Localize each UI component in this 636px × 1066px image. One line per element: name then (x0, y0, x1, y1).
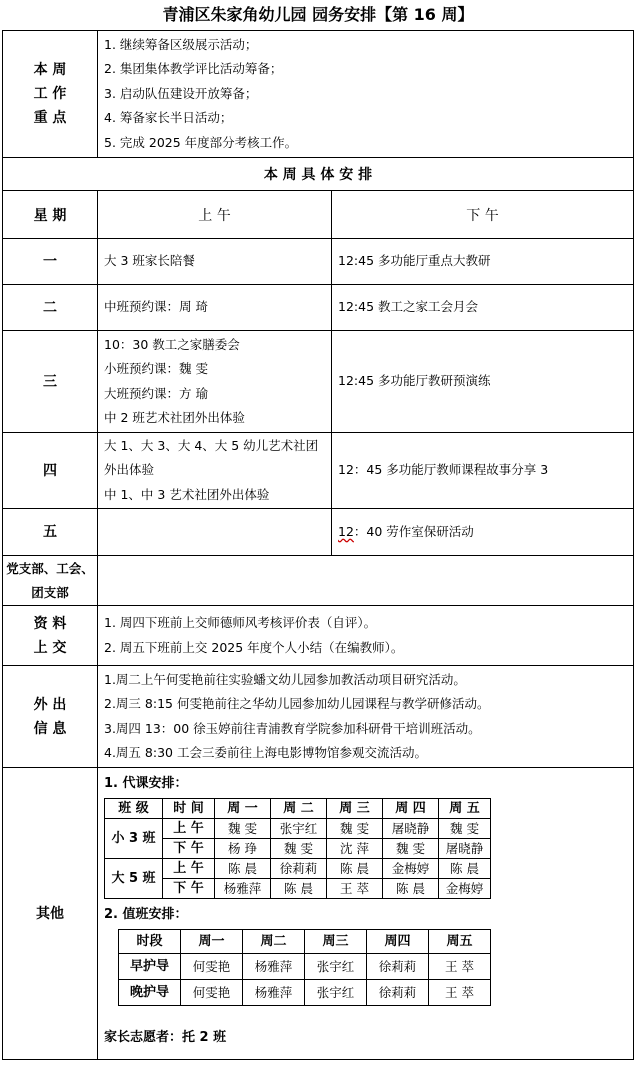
table-cell: 金梅婷 (383, 859, 439, 879)
table-row (3, 239, 634, 285)
day-label: 三 (3, 331, 98, 433)
am-item: 大 3 班家长陪餐 (104, 253, 195, 269)
table-cell: 沈 萍 (327, 839, 383, 859)
list-item: 1. 继续筹备区级展示活动； (104, 36, 258, 52)
list-item: 5. 完成 2025 年度部分考核工作。 (104, 134, 298, 150)
table-header: 周四 (367, 930, 429, 954)
table-header: 周 四 (383, 799, 439, 819)
duty-table (118, 929, 491, 1006)
table-cell: 魏 雯 (327, 819, 383, 839)
table-cell: 徐莉莉 (271, 859, 327, 879)
focus-row (3, 31, 634, 158)
row-label: 晚护导 (119, 980, 181, 1006)
day-label: 五 (3, 509, 98, 556)
list-item: 4. 筹备家长半日活动； (104, 110, 233, 126)
list-item: 2. 周五下班前上交 2025 年度个人小结（在编教师）。 (104, 639, 404, 655)
table-cell: 杨雅萍 (243, 954, 305, 980)
table-header: 时段 (119, 930, 181, 954)
materials-label: 资 料 上 交 (3, 606, 98, 666)
party-row (3, 556, 634, 606)
col-am-header: 上 午 (98, 191, 332, 239)
table-header: 周五 (429, 930, 491, 954)
class-cell: 小 3 班 (105, 819, 163, 859)
table-cell: 陈 晨 (439, 859, 491, 879)
list-item: 2. 集团集体教学评比活动筹备； (104, 61, 283, 77)
table-row (3, 509, 634, 556)
table-header: 周 五 (439, 799, 491, 819)
time-cell: 下 午 (163, 839, 215, 859)
table-cell: 陈 晨 (383, 879, 439, 899)
pm-item: 12:45 多功能厅教研预演练 (338, 373, 491, 389)
am-item: 外出体验 (104, 462, 155, 478)
table-cell: 陈 晨 (327, 859, 383, 879)
table-row (3, 285, 634, 331)
other-label: 其他 (3, 768, 98, 1060)
day-label: 一 (3, 239, 98, 285)
pm-item: 12：45 多功能厅教师课程故事分享 3 (338, 462, 549, 478)
table-cell: 张宇红 (305, 980, 367, 1006)
table-cell: 屠晓静 (383, 819, 439, 839)
table-cell: 杨雅萍 (243, 980, 305, 1006)
am-item: 大班预约课：方 瑜 (104, 385, 208, 401)
substitute-table (104, 798, 491, 899)
table-header: 周一 (181, 930, 243, 954)
table-cell: 何雯艳 (181, 980, 243, 1006)
table-cell: 何雯艳 (181, 954, 243, 980)
am-item: 中 2 班艺术社团外出体验 (104, 410, 245, 425)
volunteer-note: 家长志愿者：托 2 班 (104, 1030, 227, 1045)
table-cell: 杨雅萍 (215, 879, 271, 899)
table-cell: 王 萃 (429, 980, 491, 1006)
col-day-header: 星 期 (3, 191, 98, 239)
table-row (3, 331, 634, 433)
col-pm-header: 下 午 (332, 191, 634, 239)
list-item: 4.周五 8:30 工会三委前往上海电影博物馆参观交流活动。 (104, 745, 427, 760)
duty-title: 2. 值班安排： (104, 907, 188, 922)
table-cell: 魏 雯 (439, 819, 491, 839)
table-header: 周三 (305, 930, 367, 954)
am-item: 10：30 教工之家膳委会 (104, 336, 240, 352)
time-cell: 上 午 (163, 819, 215, 839)
pm-item: 12:45 教工之家工会月会 (338, 299, 478, 315)
table-cell: 陈 晨 (271, 879, 327, 899)
table-header: 周 三 (327, 799, 383, 819)
section-title: 本 周 具 体 安 排 (3, 158, 634, 191)
substitute-title: 1. 代课安排： (104, 776, 188, 791)
table-cell: 魏 雯 (271, 839, 327, 859)
table-row (3, 433, 634, 509)
table-cell: 杨 琤 (215, 839, 271, 859)
pm-item: 12：40 劳作室保研活动 (338, 523, 474, 539)
table-header: 周 二 (271, 799, 327, 819)
list-item: 2.周三 8:15 何雯艳前往之华幼儿园参加幼儿园课程与教学研修活动。 (104, 696, 490, 711)
am-item: 中 1、中 3 艺术社团外出体验 (104, 486, 270, 502)
day-label: 四 (3, 433, 98, 509)
list-item: 1. 周四下班前上交师德师风考核评价表（自评）。 (104, 615, 377, 630)
outings-row (3, 666, 634, 768)
focus-list (98, 31, 634, 158)
am-item: 中班预约课：周 琦 (104, 299, 208, 315)
materials-row (3, 606, 634, 666)
list-item: 3. 启动队伍建设开放筹备； (104, 85, 258, 101)
table-cell: 陈 晨 (215, 859, 271, 879)
table-header: 周 一 (215, 799, 271, 819)
day-label: 二 (3, 285, 98, 331)
table-cell: 魏 雯 (215, 819, 271, 839)
page-title: 青浦区朱家角幼儿园 园务安排【第 16 周】 (162, 5, 474, 24)
table-header: 周二 (243, 930, 305, 954)
time-cell: 上 午 (163, 859, 215, 879)
am-item: 大 1、大 3、大 4、大 5 幼儿艺术社团 (104, 437, 319, 453)
list-item: 1.周二上午何雯艳前往实验蟠文幼儿园参加教活动项目研究活动。 (104, 671, 466, 687)
table-cell: 张宇红 (305, 954, 367, 980)
table-cell: 徐莉莉 (367, 980, 429, 1006)
table-cell: 魏 雯 (383, 839, 439, 859)
am-item: 小班预约课：魏 雯 (104, 361, 208, 376)
table-header: 班 级 (105, 799, 163, 819)
party-label: 党支部、工会、 团支部 (3, 556, 98, 606)
table-cell: 金梅婷 (439, 879, 491, 899)
focus-label: 本 周 工 作 重 点 (3, 31, 98, 158)
table-cell: 屠晓静 (439, 839, 491, 859)
table-cell: 王 萃 (429, 954, 491, 980)
table-cell: 徐莉莉 (367, 954, 429, 980)
table-cell: 张宇红 (271, 819, 327, 839)
outings-label: 外 出 信 息 (3, 666, 98, 768)
time-cell: 下 午 (163, 879, 215, 899)
schedule-header (3, 191, 634, 239)
list-item: 3.周四 13：00 徐玉婷前往青浦教育学院参加科研骨干培训班活动。 (104, 720, 481, 736)
other-row (3, 768, 634, 1060)
table-cell: 王 萃 (327, 879, 383, 899)
table-header: 时 间 (163, 799, 215, 819)
arrangement-table (2, 30, 634, 1060)
row-label: 早护导 (119, 954, 181, 980)
class-cell: 大 5 班 (105, 859, 163, 899)
pm-item: 12:45 多功能厅重点大教研 (338, 253, 491, 269)
